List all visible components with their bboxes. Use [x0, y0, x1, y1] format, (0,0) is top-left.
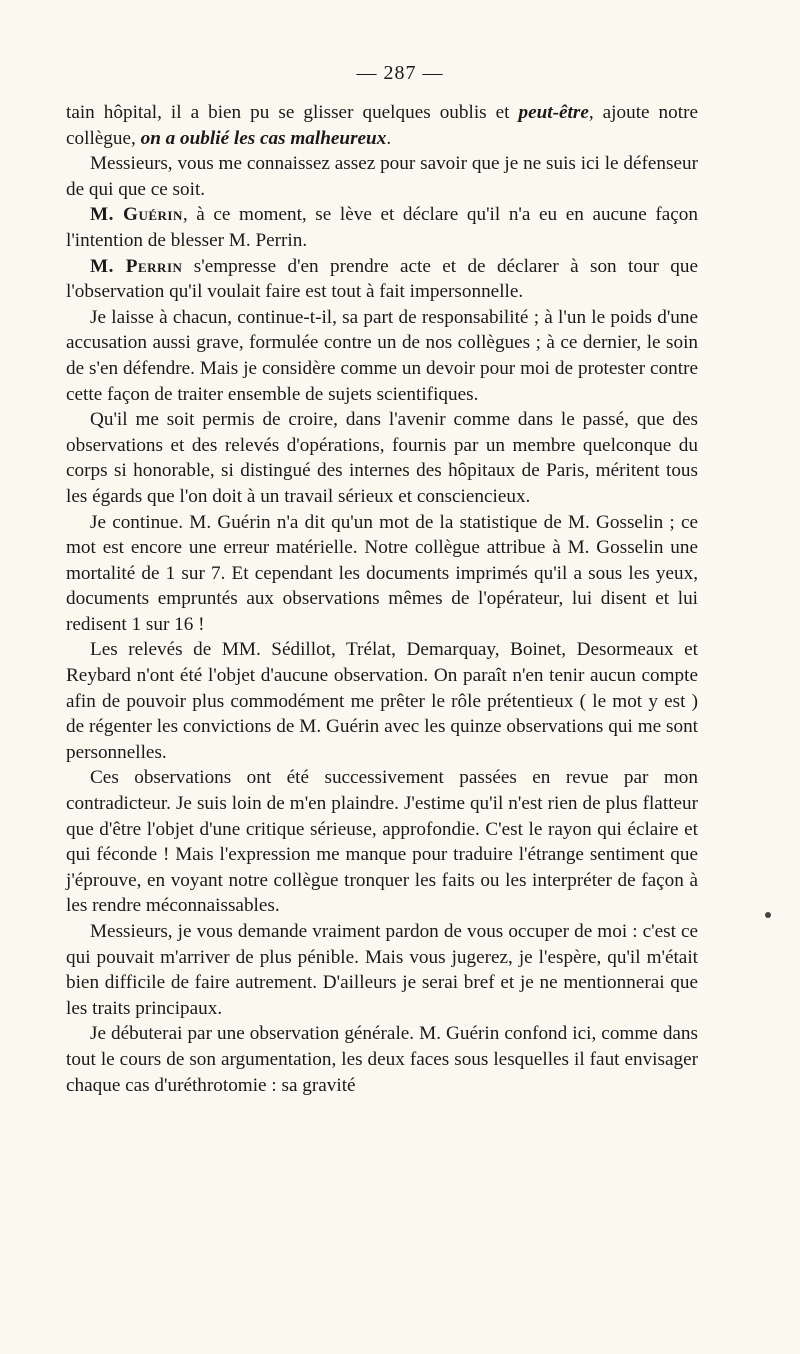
para-je-continue — [66, 510, 698, 638]
body-text — [66, 100, 698, 1098]
text-run: Messieurs, vous me connaissez assez pour savoir que je ne suis ici le défenseur de qui que ce soit. — [66, 153, 698, 200]
text-run: Ces observations ont été successivement passées en revue par mon contradicteur. Je suis loin de m'en plaindre. J'estime qu'il n'est rien de plus flatteur que d'être l'objet d'une critique sérieuse, approfondie. C'est le rayon qui éclaire et qui féconde ! Mais l'expression me manque pour traduire l'étrange sentiment que j'éprouve, en voyant notre collègue tronquer les faits ou les interpréter de façon à les rendre méconnaissables. — [66, 767, 698, 917]
para-les-releves — [66, 637, 698, 765]
para-continuation — [66, 100, 698, 151]
emphasis-text: peut-être — [518, 102, 589, 123]
para-perrin — [66, 254, 698, 305]
speaker-name: M. Perrin — [90, 255, 183, 277]
text-run: Messieurs, je vous demande vraiment pardon de vous occuper de moi : c'est ce qui pouvait m'arriver de plus pénible. Mais vous jugerez, je l'espère, qu'il m'était bien difficile de faire autrement. D'ailleurs je serai bref et je ne mentionnerai que les traits principaux. — [66, 921, 698, 1019]
text-run: Je laisse à chacun, continue-t-il, sa part de responsabilité ; à l'un le poids d'une accusation aussi grave, formulée contre un de nos collègues ; à ce dernier, le soin de s'en défendre. Mais je considère comme un devoir pour moi de protester contre cette façon de traiter ensemble de sujets scientifiques. — [66, 306, 698, 405]
para-ces-observations — [66, 765, 698, 919]
emphasis-text: on a oublié les cas malheureux — [140, 127, 387, 149]
text-run: Je continue. M. Guérin n'a dit qu'un mot de la statistique de M. Gosselin ; ce mot est encore une erreur matérielle. Notre collègue attribue à M. Gosselin une mortalité de 1 sur 7. Et cependant les documents imprimés qu'il a sous les yeux, documents empruntés aux observations mêmes de l'opérateur, lui disent et lui redisent 1 sur 16 ! — [66, 511, 698, 635]
para-guerin — [66, 202, 698, 253]
text-run: Qu'il me soit permis de croire, dans l'avenir comme dans le passé, que des observations et des relevés d'opérations, fournis par un membre quelconque du corps si honorable, si distingué des internes des hôpitaux de Paris, méritent tous les égards que l'on doit à un travail sérieux et consciencieux. — [66, 409, 698, 507]
text-run: , à ce moment, se lève et déclare qu'il n'a eu en aucune façon l'intention de blesser M. Perrin. — [66, 204, 698, 251]
text-run: tain hôpital, il a bien pu se glisser quelques oublis et — [66, 102, 519, 123]
text-run: Je débuterai par une observation générale. M. Guérin confond ici, comme dans tout le cours de son argumentation, les deux faces sous lesquelles il faut envisager chaque cas d'uréthrotomie : sa gravité — [66, 1023, 698, 1096]
para-messieurs-2 — [66, 919, 698, 1021]
text-run: Les relevés de MM. Sédillot, Trélat, Demarquay, Boinet, Desormeaux et Reybard n'ont été l'objet d'aucune observation. On paraît n'en tenir aucun compte afin de pouvoir plus commodément me prêter le rôle prétentieux ( le mot y est ) de régenter les convictions de M. Guérin avec les quinze observations qui me sont personnelles. — [66, 639, 698, 763]
text-run: , ajoute notre collègue, — [66, 102, 698, 149]
para-quil-me-soit — [66, 407, 698, 509]
speaker-name: M. Guérin — [90, 204, 183, 226]
ink-speck — [765, 912, 771, 918]
para-je-laisse — [66, 305, 698, 407]
text-run: . — [386, 127, 392, 149]
para-je-debuterai — [66, 1021, 698, 1098]
para-messieurs-1 — [66, 151, 698, 202]
page-number: — 287 — — [356, 62, 444, 84]
text-run: s'empresse d'en prendre acte et de déclarer à son tour que l'observation qu'il voulait faire est tout à fait impersonnelle. — [66, 255, 698, 303]
